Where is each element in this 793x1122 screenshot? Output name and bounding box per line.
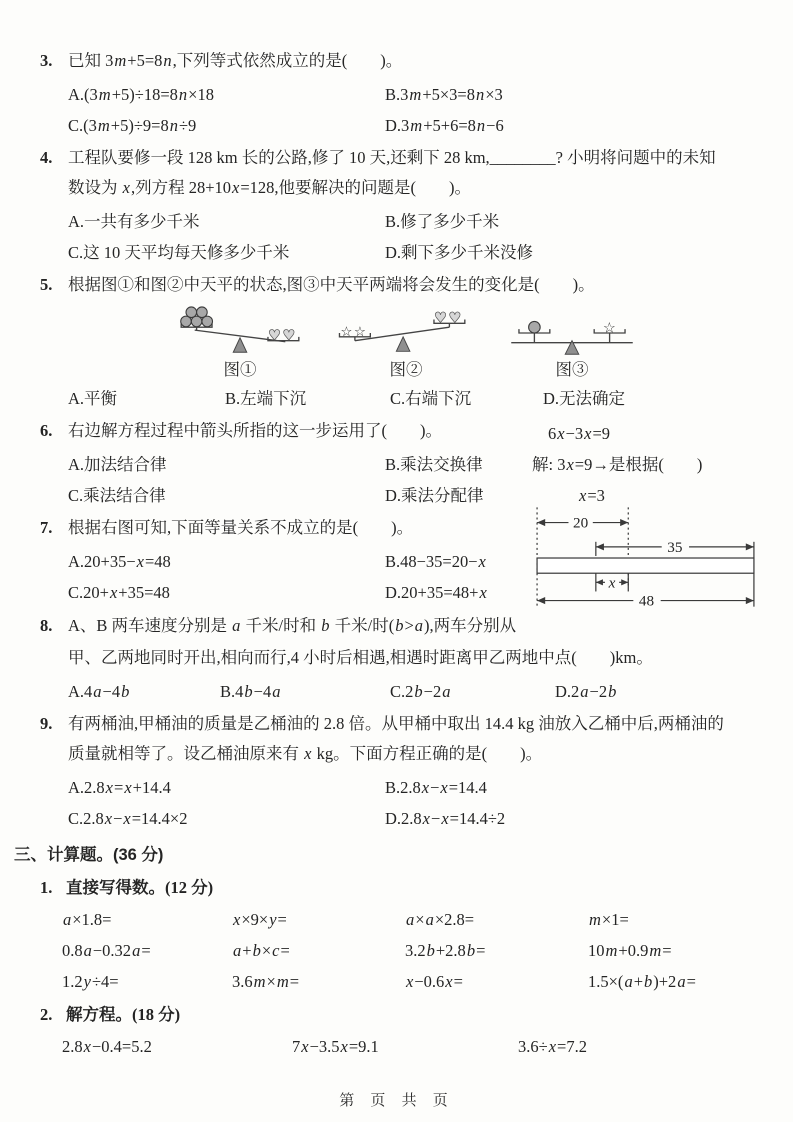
heart-weights bbox=[268, 328, 295, 344]
expression-item: 10m+0.9m= bbox=[588, 941, 672, 960]
fulcrum-triangle bbox=[233, 338, 247, 352]
question-5-number: 5. bbox=[40, 275, 53, 294]
question-9-stem-line1: 有两桶油,甲桶油的质量是乙桶油的 2.8 倍。从甲桶中取出 14.4 kg 油放入乙桶中后,两桶油的 bbox=[68, 714, 724, 733]
balance-scale-figure-1 bbox=[165, 306, 315, 380]
subsection-2-heading bbox=[40, 999, 765, 1031]
question-9 bbox=[40, 709, 765, 834]
question-6-option-d: D.乘法分配律 bbox=[385, 486, 484, 505]
equation-item: 7x−3.5x=9.1 bbox=[292, 1037, 379, 1056]
question-7 bbox=[40, 513, 765, 641]
diagram-label-20: 20 bbox=[573, 514, 589, 532]
section-3-heading: 三、计算题。(36 分) bbox=[14, 846, 164, 864]
ball-weight bbox=[529, 321, 541, 333]
question-5-stem: 根据图①和图②中天平的状态,图③中天平两端将会发生的变化是( )。 bbox=[68, 275, 595, 294]
fulcrum-triangle bbox=[396, 337, 410, 351]
direct-computation-grid bbox=[40, 904, 765, 997]
question-5-option-b: B.左端下沉 bbox=[225, 389, 307, 408]
expression-item: x×9×y= bbox=[233, 910, 287, 929]
question-4-option-b: B.修了多少千米 bbox=[385, 212, 500, 231]
balance-figures-row bbox=[165, 306, 765, 380]
question-8-number: 8. bbox=[40, 616, 53, 635]
question-4-stem-line1: 工程队要修一段 128 km 长的公路,修了 10 天,还剩下 28 km,________? 小明将问题中的未知 bbox=[68, 148, 716, 167]
question-8-option-c: C.2b−2a bbox=[390, 682, 451, 701]
question-4-option-a: A.一共有多少千米 bbox=[68, 212, 200, 231]
question-5-option-c: C.右端下沉 bbox=[390, 389, 472, 408]
svg-text:♥: ♥ bbox=[448, 310, 462, 327]
question-7-number: 7. bbox=[40, 518, 53, 537]
balance-scale-figure-3 bbox=[497, 306, 647, 380]
question-8-option-b: B.4b−4a bbox=[220, 682, 281, 701]
heart-weights bbox=[434, 310, 461, 326]
balance-scale-3-drawing bbox=[497, 306, 647, 360]
question-8-stem-line2: 甲、乙两地同时开出,相向而行,4 小时后相遇,相遇时距离甲乙两地中点( )km。 bbox=[68, 648, 653, 667]
question-3-option-c: C.(3m+5)÷9=8n÷9 bbox=[68, 116, 197, 135]
diagram-label-35: 35 bbox=[667, 538, 683, 556]
expression-item: a+b×c= bbox=[233, 941, 290, 960]
expression-item: 3.2b+2.8b= bbox=[405, 941, 486, 960]
figure-1-caption: 图① bbox=[223, 360, 257, 379]
expression-item: a×1.8= bbox=[63, 910, 112, 929]
question-4-option-c: C.这 10 天平均每天修多少千米 bbox=[68, 243, 290, 262]
question-4 bbox=[40, 143, 765, 268]
balance-scale-figure-2 bbox=[331, 306, 481, 380]
question-9-option-a: A.2.8x=x+14.4 bbox=[68, 778, 171, 797]
question-3-option-b: B.3m+5×3=8n×3 bbox=[385, 85, 503, 104]
star-weight: ☆ bbox=[602, 320, 616, 337]
figure-3-caption: 图③ bbox=[555, 360, 589, 379]
question-6-number: 6. bbox=[40, 421, 53, 440]
subsection-1-heading bbox=[40, 872, 765, 904]
expression-item: a×a×2.8= bbox=[406, 910, 475, 929]
star-weights bbox=[340, 324, 366, 340]
figure-2-caption: 图② bbox=[389, 360, 423, 379]
equation-item: 3.6÷x=7.2 bbox=[518, 1037, 587, 1056]
question-4-number: 4. bbox=[40, 148, 53, 167]
expression-item: 1.5×(a+b)+2a= bbox=[588, 972, 696, 991]
question-6 bbox=[40, 416, 765, 511]
question-3-option-a: A.(3m+5)÷18=8n×18 bbox=[68, 85, 214, 104]
question-8-option-a: A.4a−4b bbox=[68, 682, 130, 701]
question-8-stem-line1: A、B 两车速度分别是 a 千米/时和 b 千米/时(b>a),两车分别从 bbox=[68, 616, 517, 635]
question-8-option-d: D.2a−2b bbox=[555, 682, 617, 701]
equation-step-2: 解: 3x=9→是根据( ) bbox=[532, 455, 703, 474]
equation-item: 2.8x−0.4=5.2 bbox=[62, 1037, 152, 1056]
question-7-option-c: C.20+x+35=48 bbox=[68, 583, 170, 602]
question-9-option-c: C.2.8x−x=14.4×2 bbox=[68, 809, 188, 828]
expression-item: m×1= bbox=[589, 910, 629, 929]
question-3-stem: 已知 3m+5=8n,下列等式依然成立的是( )。 bbox=[68, 51, 403, 70]
page-footer: 第 页 共 页 bbox=[339, 1092, 454, 1109]
question-6-option-c: C.乘法结合律 bbox=[68, 486, 166, 505]
question-4-option-d: D.剩下多少千米没修 bbox=[385, 243, 534, 262]
bar-model-diagram bbox=[532, 505, 760, 609]
question-4-stem-line2: 数设为 x,列方程 28+10x=128,他要解决的问题是( )。 bbox=[68, 178, 472, 197]
subsection-1-label: 直接写得数。(12 分) bbox=[66, 878, 214, 897]
question-6-stem: 右边解方程过程中箭头所指的这一步运用了( )。 bbox=[68, 421, 442, 440]
equation-solving-steps bbox=[532, 418, 765, 511]
subsection-2-label: 解方程。(18 分) bbox=[66, 1005, 181, 1024]
svg-text:♥: ♥ bbox=[267, 327, 281, 344]
question-9-stem-line2: 质量就相等了。设乙桶油原来有 x kg。下面方程正确的是( )。 bbox=[68, 744, 543, 763]
balance-scale-2-drawing bbox=[331, 306, 481, 360]
svg-text:☆: ☆ bbox=[340, 323, 353, 340]
expression-item: 3.6m×m= bbox=[232, 972, 300, 991]
expression-item: 1.2y÷4= bbox=[62, 972, 119, 991]
subsection-2-number: 2. bbox=[40, 1005, 53, 1024]
question-8 bbox=[40, 643, 765, 707]
svg-text:♥: ♥ bbox=[433, 310, 447, 327]
question-7-option-d: D.20+35=48+x bbox=[385, 583, 487, 602]
expression-item: 0.8a−0.32a= bbox=[62, 941, 151, 960]
equation-step-1: 6x−3x=9 bbox=[548, 424, 611, 443]
question-9-option-d: D.2.8x−x=14.4÷2 bbox=[385, 809, 506, 828]
question-3-number: 3. bbox=[40, 51, 53, 70]
question-7-stem: 根据右图可知,下面等量关系不成立的是( )。 bbox=[68, 518, 414, 537]
solve-equations-row bbox=[40, 1031, 765, 1062]
svg-text:♥: ♥ bbox=[282, 327, 296, 344]
question-7-option-b: B.48−35=20−x bbox=[385, 552, 486, 571]
question-9-number: 9. bbox=[40, 714, 53, 733]
question-3-option-d: D.3m+5+6=8n−6 bbox=[385, 116, 504, 135]
balance-scale-1-drawing bbox=[165, 306, 315, 360]
question-5-option-a: A.平衡 bbox=[68, 389, 118, 408]
question-3 bbox=[40, 46, 765, 141]
diagram-label-x: x bbox=[608, 574, 616, 592]
question-9-option-b: B.2.8x−x=14.4 bbox=[385, 778, 487, 797]
equation-step-3: x=3 bbox=[579, 486, 605, 505]
question-5-option-d: D.无法确定 bbox=[543, 389, 626, 408]
expression-item: x−0.6x= bbox=[406, 972, 463, 991]
question-6-option-a: A.加法结合律 bbox=[68, 455, 167, 474]
question-7-option-a: A.20+35−x=48 bbox=[68, 552, 171, 571]
question-5 bbox=[40, 270, 765, 414]
diagram-label-48: 48 bbox=[638, 592, 655, 609]
ball-weights bbox=[181, 307, 213, 327]
subsection-1-number: 1. bbox=[40, 878, 53, 897]
question-6-option-b: B.乘法交换律 bbox=[385, 455, 483, 474]
svg-text:☆: ☆ bbox=[353, 323, 367, 340]
